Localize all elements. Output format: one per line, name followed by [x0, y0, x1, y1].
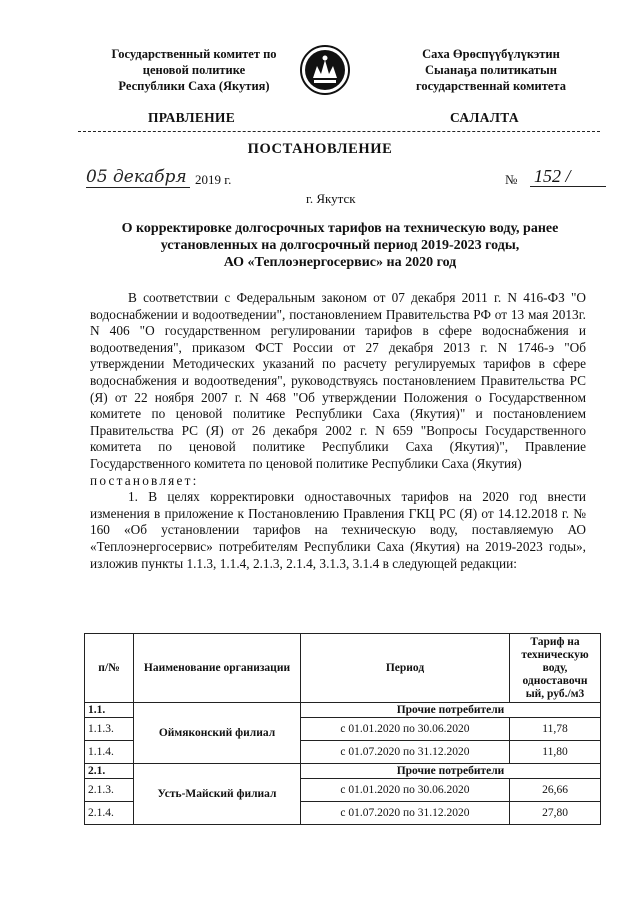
- header-right-line: Саха Өрөспүүбүлүкэтин: [422, 47, 560, 61]
- header-left-org: [74, 46, 314, 94]
- group-num: 2.1.: [85, 764, 134, 779]
- header-tariff: Тариф на техническую воду, одноставочн ый, руб./м3: [510, 634, 601, 703]
- row-num: 1.1.3.: [85, 718, 134, 741]
- city: г. Якутск: [306, 191, 356, 206]
- tariff-table: [84, 633, 601, 825]
- preamble-paragraph: В соответствии с Федеральным законом от 07 декабря 2011 г. N 416-ФЗ "О водоснабжении и водоотведении", постановлением Правительства РФ от 13 мая 2013г. N 406 "О государственном регулировании тарифов в сфере водоснабжения и водоотведения", приказом ФСТ России от 27 декабря 2013 г. N 1746-э "Об утверждении Методических указаний по расчету регулируемых тарифов в сфере водоснабжения и водоотведения", руководствуясь постановлением Правительства РС (Я) от 22 ноября 2007 г. N 468 "Об утверждении Положения о Государственном комитете по ценовой политике Республики Саха (Якутия)" и постановлением Правительства РС (Я) от 26 декабря 2002 г. N 659 "Вопросы Государственного комитета по ценовой политике Республики Саха (Якутия)", Правление Государственного комитета по ценовой политике Республики Саха (Якутия): [90, 290, 586, 471]
- header-right-line: государственнай комитета: [416, 79, 566, 93]
- row-value: 11,78: [510, 718, 601, 741]
- number-label: №: [505, 172, 518, 187]
- org-name: Усть-Майский филиал: [134, 764, 301, 825]
- header-right-line: Сыанаҕа политикатын: [425, 63, 557, 77]
- header-divider: [78, 131, 600, 132]
- header-org: Наименование организации: [134, 634, 301, 703]
- header-period: Период: [301, 634, 510, 703]
- date-year: 2019 г.: [195, 172, 232, 187]
- group-category: Прочие потребители: [301, 764, 601, 779]
- row-period: с 01.07.2020 по 31.12.2020: [301, 741, 510, 764]
- header-right-org: [376, 46, 606, 94]
- row-period: с 01.07.2020 по 31.12.2020: [301, 802, 510, 825]
- row-period: с 01.01.2020 по 30.06.2020: [301, 779, 510, 802]
- header-left-line: Республики Саха (Якутия): [118, 79, 270, 93]
- board-label-ru: ПРАВЛЕНИЕ: [148, 110, 236, 125]
- handwritten-number: 152 /: [530, 166, 606, 187]
- row-num: 1.1.4.: [85, 741, 134, 764]
- group-category: Прочие потребители: [301, 703, 601, 718]
- title-line: О корректировке долгосрочных тарифов на техническую воду, ранее: [121, 221, 559, 236]
- document-body: [90, 290, 586, 572]
- org-name: Оймяконский филиал: [134, 703, 301, 764]
- document-title: [90, 220, 590, 271]
- row-value: 27,80: [510, 802, 601, 825]
- header-left-line: Государственный комитет по: [111, 47, 277, 61]
- row-num: 2.1.4.: [85, 802, 134, 825]
- table-group-row: [85, 764, 601, 779]
- header-left-line: ценовой политике: [142, 63, 246, 77]
- decree-word: постановляет:: [90, 472, 199, 488]
- row-num: 2.1.3.: [85, 779, 134, 802]
- row-value: 26,66: [510, 779, 601, 802]
- title-line: установленных на долгосрочный период 2019-2023 годы,: [160, 238, 520, 253]
- table-header-row: [85, 634, 601, 703]
- group-num: 1.1.: [85, 703, 134, 718]
- table-group-row: [85, 703, 601, 718]
- document-type: ПОСТАНОВЛЕНИЕ: [247, 141, 393, 157]
- board-label-sakha: САЛАЛТА: [450, 110, 519, 125]
- title-line: АО «Теплоэнергосервис» на 2020 год: [223, 255, 457, 270]
- yakutia-coat-of-arms-icon: [299, 44, 351, 96]
- header-num: п/№: [85, 634, 134, 703]
- item-1-paragraph: 1. В целях корректировки одноставочных тарифов на 2020 год внести изменения в приложение к Постановлению Правления ГКЦ РС (Я) от 14.12.2018 г. № 160 «Об установлении тарифов на техническую воду, поставляемую АО «Теплоэнергосервис» потребителям Республики Саха (Якутия) на 2019-2023 годы», изложив пункты 1.1.3, 1.1.4, 2.1.3, 2.1.4, 3.1.3, 3.1.4 в следующей редакции:: [90, 489, 586, 571]
- row-value: 11,80: [510, 741, 601, 764]
- row-period: с 01.01.2020 по 30.06.2020: [301, 718, 510, 741]
- handwritten-date: 05 декабря: [86, 167, 190, 188]
